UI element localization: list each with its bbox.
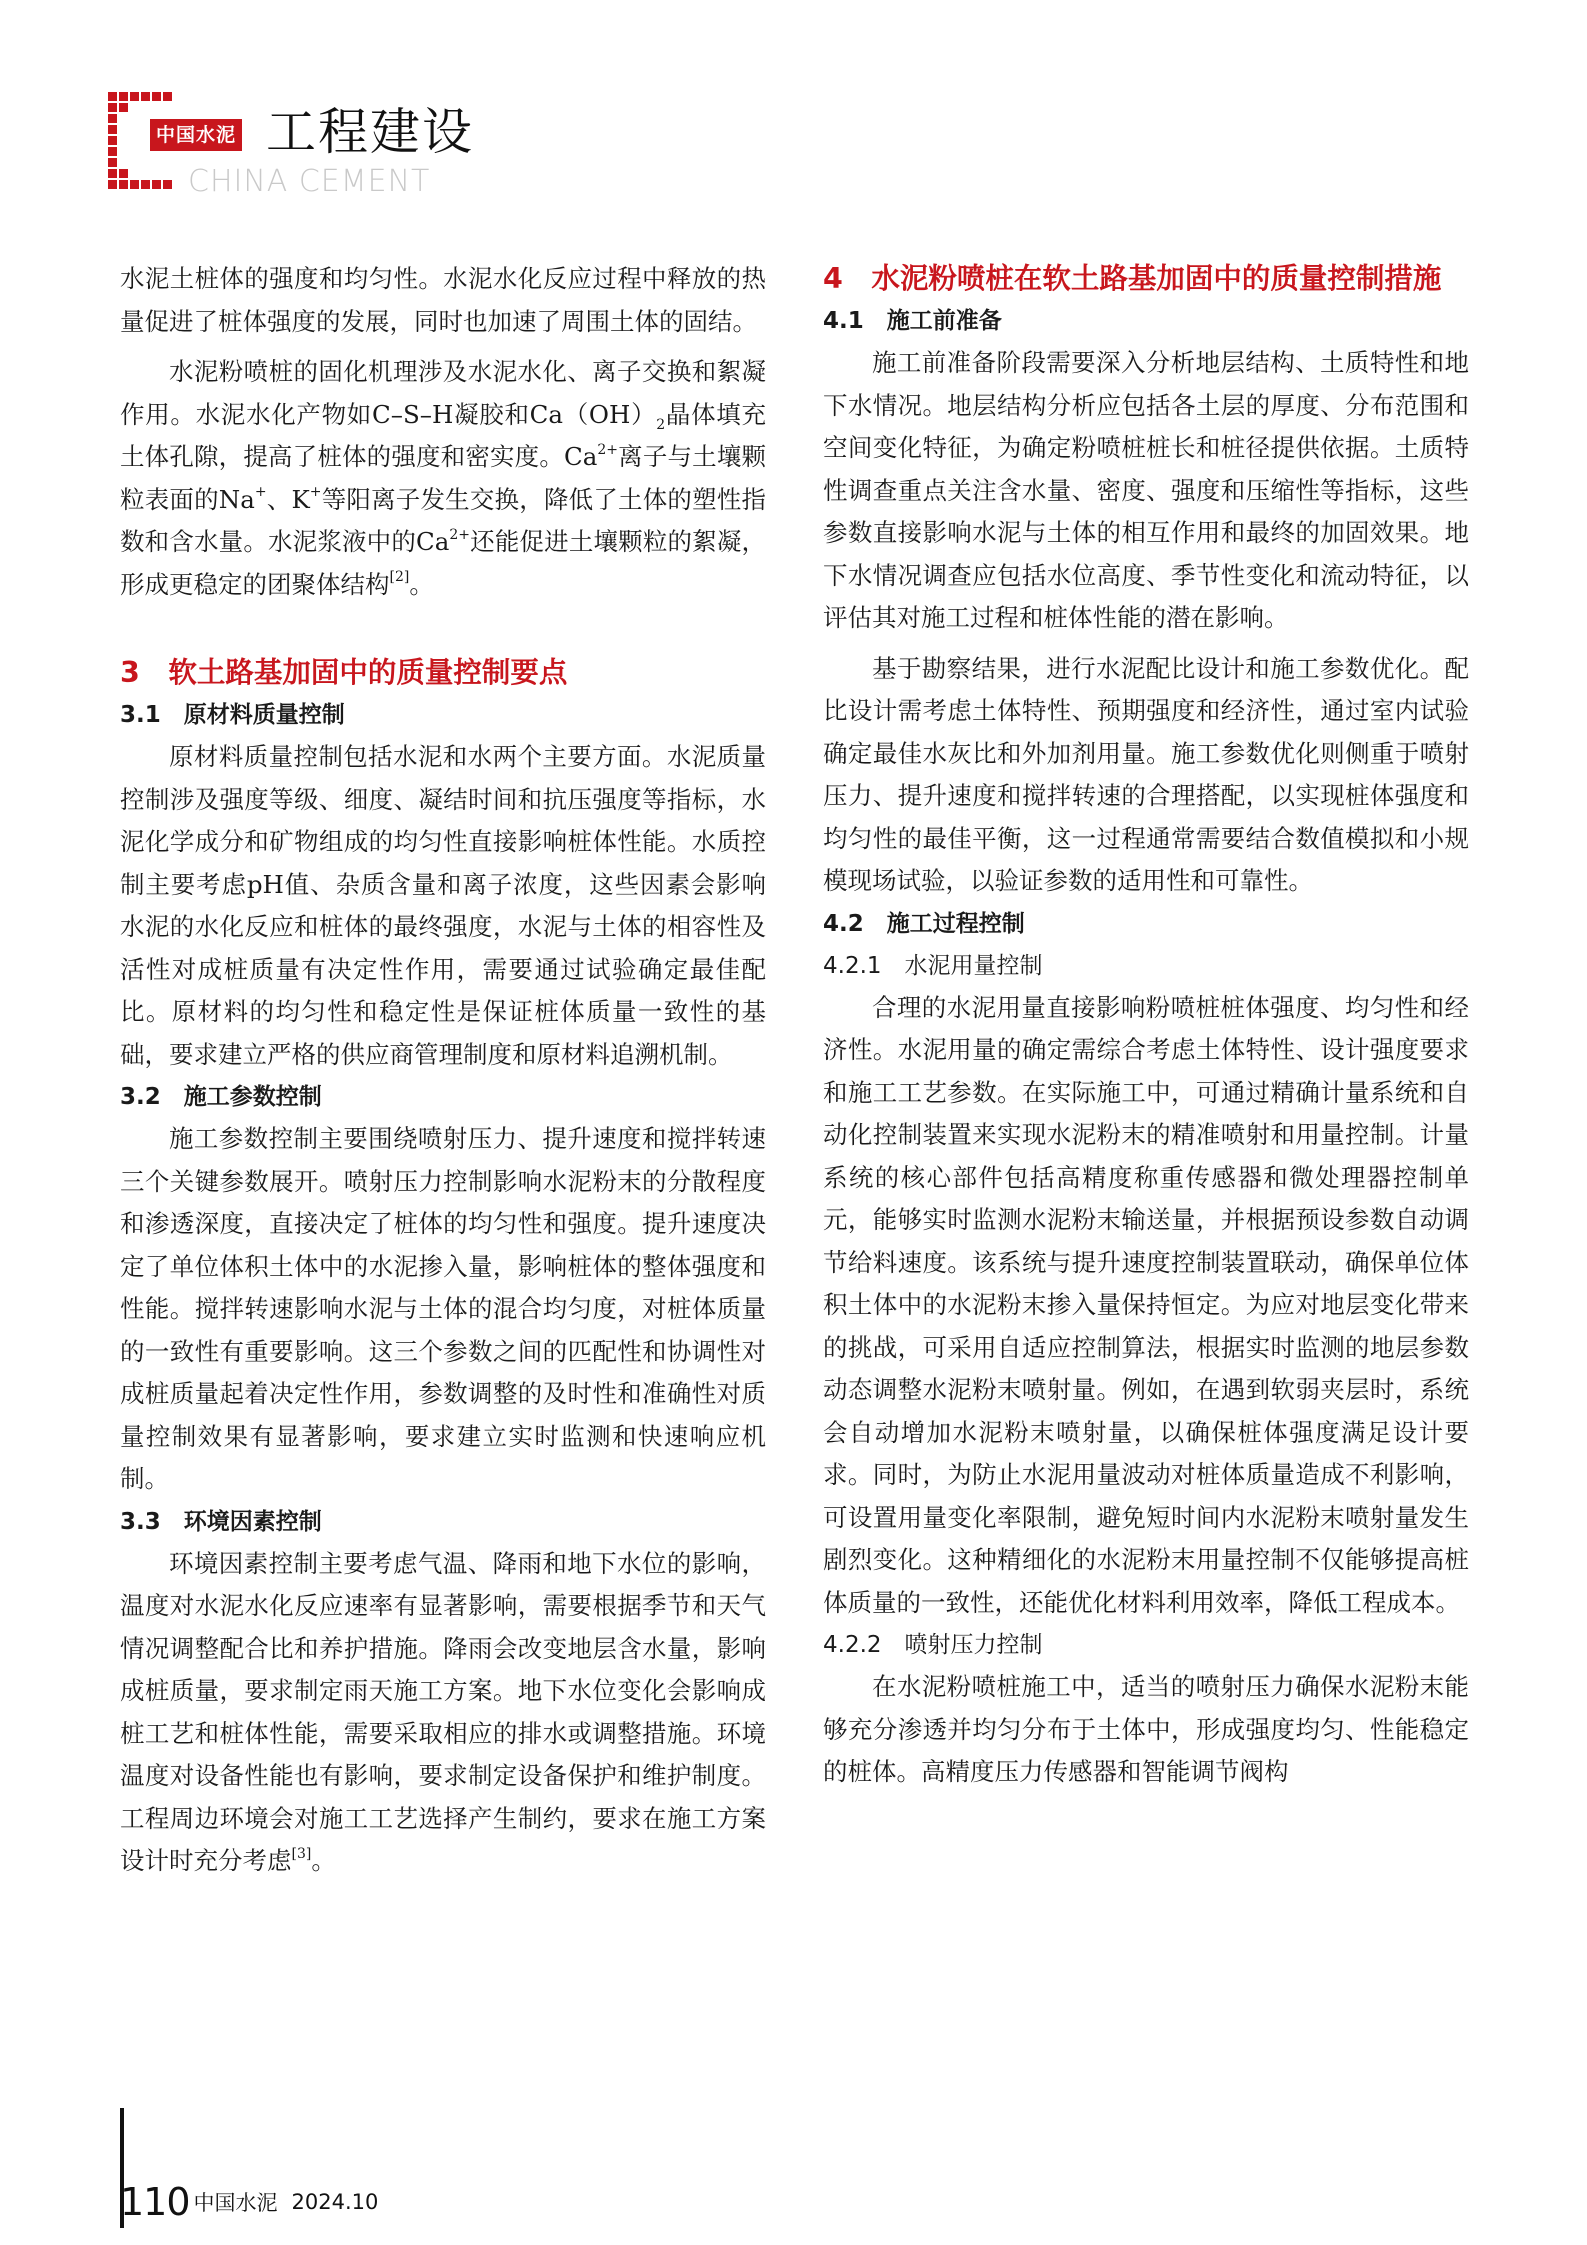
citation-ref: [2] — [389, 569, 410, 586]
journal-name: 中国水泥 — [193, 2191, 278, 2215]
logo-pixel — [108, 147, 117, 156]
logo-pixel — [108, 136, 117, 145]
section-heading-3: 3 软土路基加固中的质量控制要点 — [120, 656, 568, 689]
subsubsection-heading-4-2-2: 4.2.2 喷射压力控制 — [823, 1632, 1043, 1658]
right-column — [823, 258, 1469, 1794]
logo-pixel — [119, 103, 128, 112]
paragraph-raw-materials: 原材料质量控制包括水泥和水两个主要方面。水泥质量控制涉及强度等级、细度、凝结时间和抗压强度等指标，水泥化学成分和矿物组成的均匀性直接影响桩体性能。水质控制主要考虑pH值、杂质含量和离子浓度，这些因素会影响水泥的水化反应和桩体的最终强度，水泥与土体的相容性及活性对成桩质量有决定性作用，需要通过试验确定最佳配比。原材料的均匀性和稳定性是保证桩体质量一致性的基础，要求建立严格的供应商管理制度和原材料追溯机制。 — [120, 742, 766, 1069]
subsection-heading-3-1: 3.1 原材料质量控制 — [120, 702, 345, 728]
issue-date: 2024.10 — [291, 2190, 379, 2214]
paragraph-environment: 环境因素控制主要考虑气温、降雨和地下水位的影响，温度对水泥水化反应速率有显著影响，需要根据季节和天气情况调整配合比和养护措施。降雨会改变地层含水量，影响成桩质量，要求制定雨天施工方案。地下水位变化会影响成桩工艺和桩体性能，需要采取相应的排水或调整措施。环境温度对设备性能也有影响，要求制定设备保护和维护制度。工程周边环境会对施工工艺选择产生制约，要求在施工方案设计时充分考虑[3]。 — [120, 1548, 766, 1875]
logo-pixel — [108, 180, 117, 189]
logo-pixel — [130, 92, 139, 101]
logo-pixel — [141, 92, 150, 101]
logo-pixel — [130, 180, 139, 189]
logo-pixel — [119, 169, 128, 178]
section-heading-4: 4 水泥粉喷桩在软土路基加固中的质量控制措施 — [823, 262, 1442, 295]
logo-pixel — [108, 114, 117, 123]
paragraph-optimization: 基于勘察结果，进行水泥配比设计和施工参数优化。配比设计需考虑土体特性、预期强度和经济性，通过室内试验确定最佳水灰比和外加剂用量。施工参数优化则侧重于喷射压力、提升速度和搅拌转速的合理搭配，以实现桩体强度和均匀性的最佳平衡，这一过程通常需要结合数值模拟和小规模现场试验，以验证参数的适用性和可靠性。 — [823, 653, 1469, 895]
paragraph-construction-params: 施工参数控制主要围绕喷射压力、提升速度和搅拌转速三个关键参数展开。喷射压力控制影响水泥粉末的分散程度和渗透深度，直接决定了桩体的均匀性和强度。提升速度决定了单位体积土体中的水泥掺入量，影响桩体的整体强度和性能。搅拌转速影响水泥与土体的混合均匀度，对桩体质量的一致性有重要影响。这三个参数之间的匹配性和协调性对成桩质量起着决定性作用，参数调整的及时性和准确性对质量控制效果有显著影响，要求建立实时监测和快速响应机制。 — [120, 1124, 766, 1493]
subsection-heading-3-2: 3.2 施工参数控制 — [120, 1084, 322, 1110]
subsubsection-heading-4-2-1: 4.2.1 水泥用量控制 — [823, 952, 1043, 979]
logo-pixel — [119, 92, 128, 101]
logo-pixel — [152, 180, 161, 189]
paragraph-preparation: 施工前准备阶段需要深入分析地层结构、土质特性和地下水情况。地层结构分析应包括各土层的厚度、分布范围和空间变化特征，为确定粉喷桩桩长和桩径提供依据。土质特性调查重点关注含水量、密度、强度和压缩性等指标，这些参数直接影响水泥与土体的相互作用和最终的加固效果。地下水情况调查应包括水位高度、季节性变化和流动特征，以评估其对施工过程和桩体性能的潜在影响。 — [823, 348, 1469, 632]
logo-pixel — [108, 158, 117, 167]
subsection-heading-4-1: 4.1 施工前准备 — [823, 308, 1002, 334]
paragraph-spray-pressure: 在水泥粉喷桩施工中，适当的喷射压力确保水泥粉末能够充分渗透并均匀分布于土体中，形成强度均匀、性能稳定的桩体。高精度压力传感器和智能调节阀构 — [823, 1672, 1469, 1786]
logo-pixel — [108, 125, 117, 134]
paragraph-mechanism: 水泥粉喷桩的固化机理涉及水泥水化、离子交换和絮凝作用。水泥水化产物如C–S–H凝胶和$Ca(OH)_2$晶体填充土体孔隙，提高了桩体的强度和密实度。$Ca^{2+}$离子与土壤颗粒表面的Na+、K+等阳离子发生交换，降低了土体的塑性指数和含水量。水泥浆液中的$Ca^{2+}$还能促进土壤颗粒的絮凝，形成更稳定的团聚体结构[2]。 — [120, 357, 767, 599]
paragraph-continued: 水泥土桩体的强度和均匀性。水泥水化反应过程中释放的热量促进了桩体强度的发展，同时也加速了周围土体的固结。 — [120, 264, 766, 336]
logo-pixel — [119, 180, 128, 189]
logo-pixel — [163, 180, 172, 189]
logo-pixel — [108, 169, 117, 178]
page-footer — [120, 2180, 378, 2224]
left-column — [120, 258, 766, 1883]
subsection-heading-4-2: 4.2 施工过程控制 — [823, 910, 1025, 937]
subsection-heading-3-3: 3.3 环境因素控制 — [120, 1508, 322, 1535]
journal-logo — [108, 92, 488, 202]
paragraph-cement-dosage: 合理的水泥用量直接影响粉喷桩桩体强度、均匀性和经济性。水泥用量的确定需综合考虑土体特性、设计强度要求和施工工艺参数。在实际施工中，可通过精确计量系统和自动化控制装置来实现水泥粉末的精准喷射和用量控制。计量系统的核心部件包括高精度称重传感器和微处理器控制单元，能够实时监测水泥粉末输送量，并根据预设参数自动调节给料速度。该系统与提升速度控制装置联动，确保单位体积土体中的水泥粉末掺入量保持恒定。为应对地层变化带来的挑战，可采用自适应控制算法，根据实时监测的地层参数动态调整水泥粉末喷射量。例如，在遇到软弱夹层时，系统会自动增加水泥粉末喷射量，以确保桩体强度满足设计要求。同时，为防止水泥用量波动对桩体质量造成不利影响，可设置用量变化率限制，避免短时间内水泥粉末喷射量发生剧烈变化。这种精细化的水泥粉末用量控制不仅能够提高桩体质量的一致性，还能优化材料利用效率，降低工程成本。 — [823, 992, 1469, 1617]
section-title: 工程建设 — [266, 103, 474, 161]
logo-pixel — [108, 92, 117, 101]
logo-pixel — [141, 180, 150, 189]
logo-badge: 中国水泥 — [150, 119, 242, 151]
citation-ref: [3] — [291, 1845, 312, 1862]
logo-pixel — [108, 103, 117, 112]
logo-subtitle: CHINA CEMENT — [188, 164, 431, 199]
logo-pixel — [152, 92, 161, 101]
logo-pixel — [163, 92, 172, 101]
page-number: 110 — [120, 2180, 190, 2224]
